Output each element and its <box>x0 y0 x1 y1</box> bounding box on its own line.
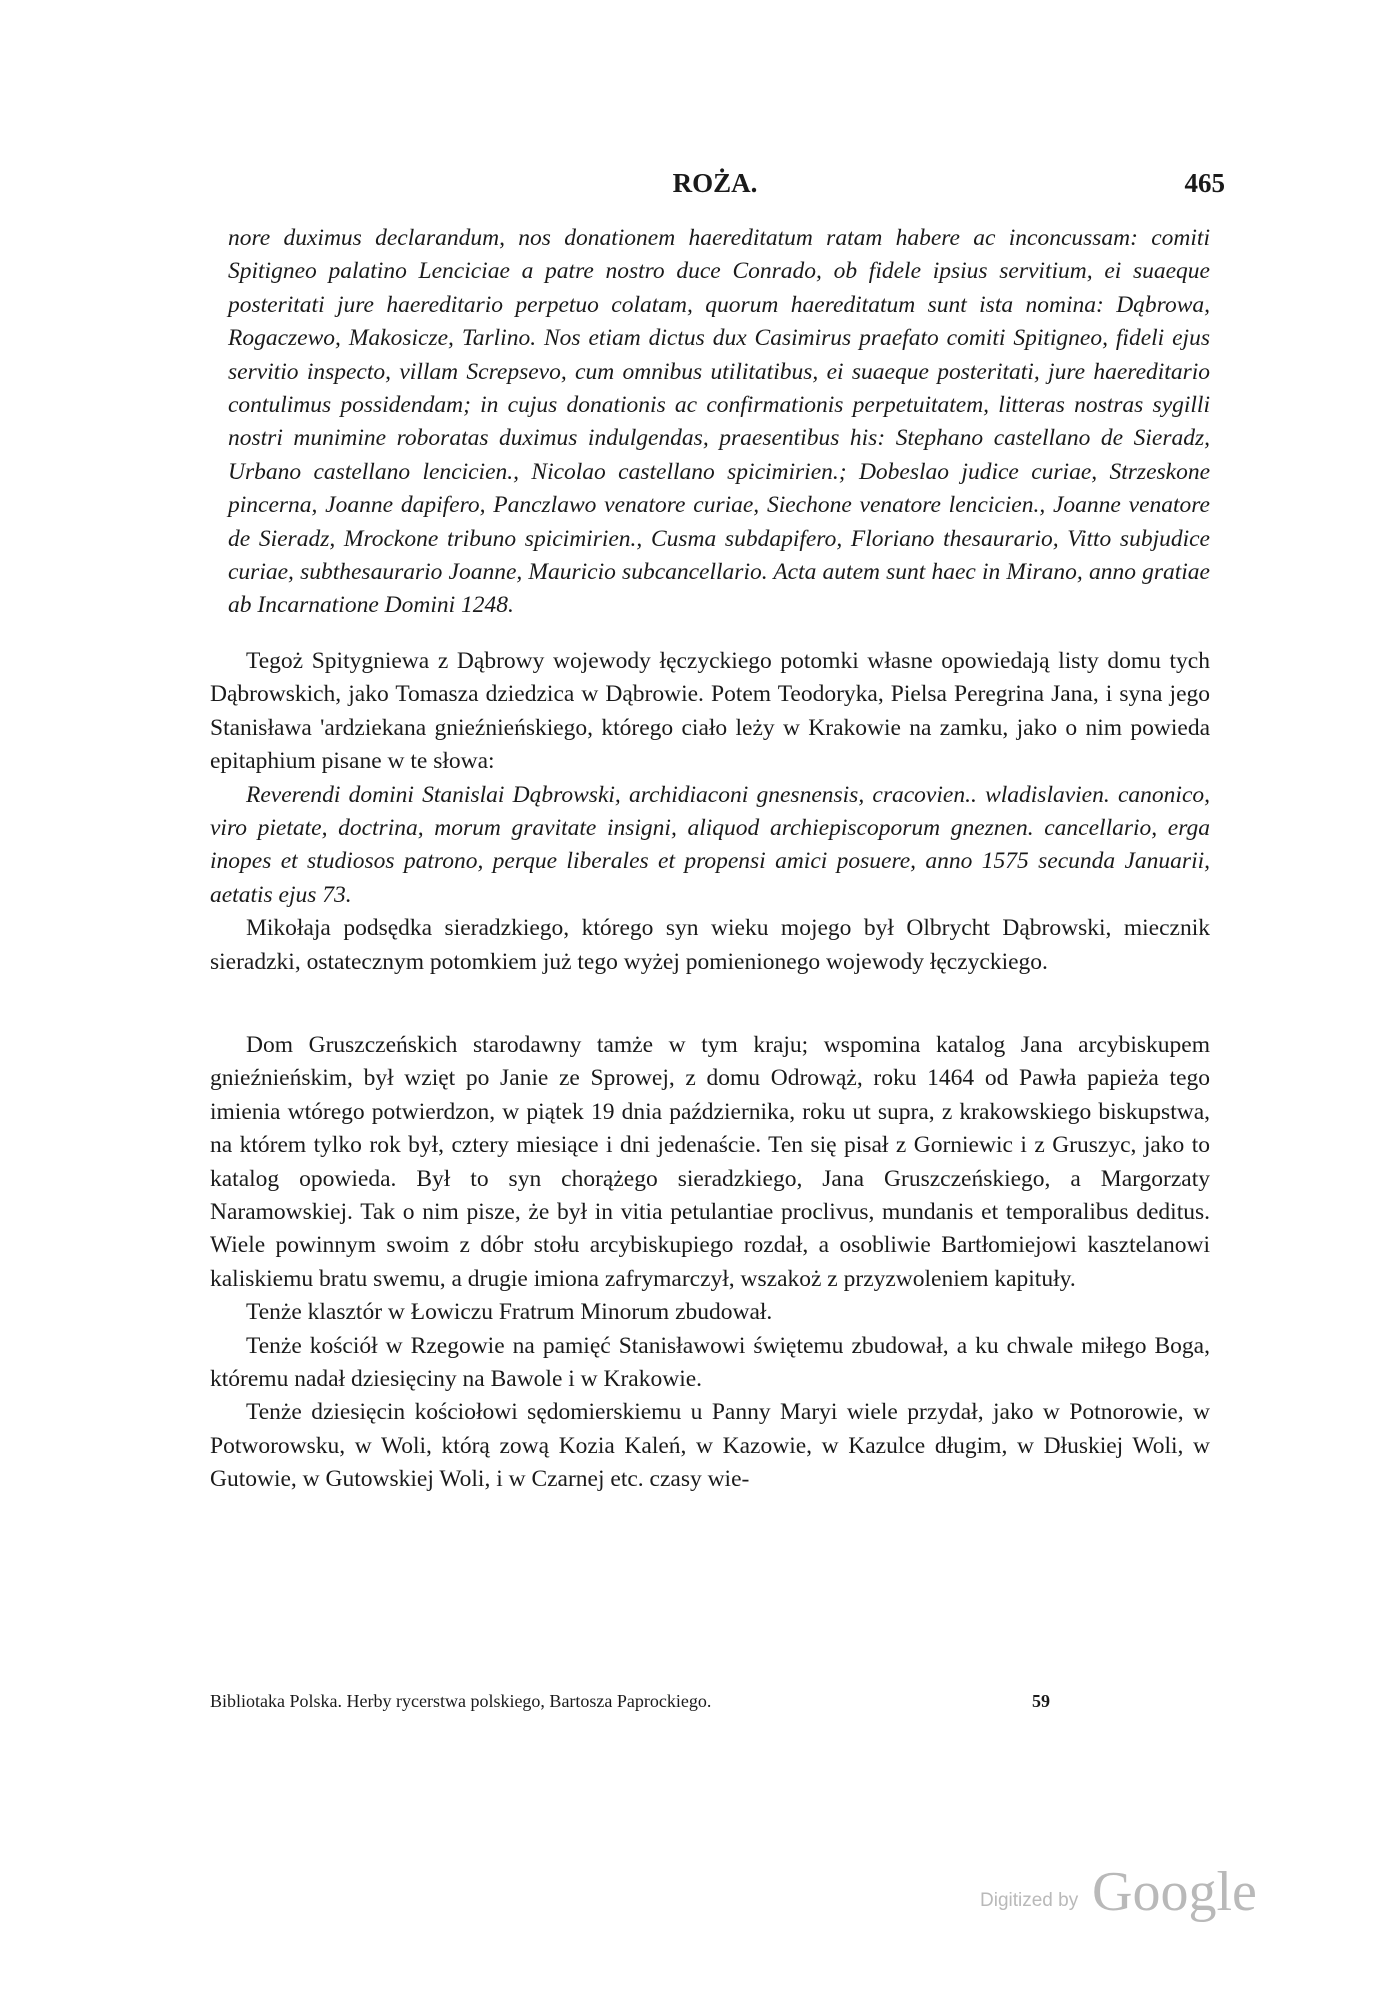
header-title: ROŻA. <box>672 168 758 198</box>
digitization-watermark <box>980 1860 1270 1930</box>
footer-text: Bibliotaka Polska. Herby rycerstwa polskiego, Bartosza Paprockiego. <box>210 1691 712 1711</box>
running-header <box>205 168 1225 208</box>
page-footer <box>210 1691 1210 1712</box>
google-logo: Google <box>1092 1861 1257 1923</box>
body-paragraph-gruszczenski: Dom Gruszczeńskich starodawny tamże w tym kraju; wspomina katalog Jana arcybiskupem gnieźnieńskim, był wzięt po Janie ze Sprowej, z domu Odrowąż, roku 1464 od Pawła papieża tego imienia wtórego potwierdzon, w piątek 19 dnia października, roku ut supra, z krakowskiego biskupstwa, na którem tylko rok był, cztery miesiące i dni jedenaście. Ten się pisał z Gorniewic i z Gruszyc, jako to katalog opowieda. Był to syn chorążego sieradzkiego, Jana Gruszczeńskiego, a Margorzaty Naramowskiej. Tak o nim pisze, że był in vitia petulantiae proclivus, mundanis et temporalibus deditus. Wiele powinnym swoim z dóbr stołu arcybiskupiego rozdał, a osobliwie Bartłomiejowi kasztelanowi kaliskiemu bratu swemu, a drugie imiona zafrymarczył, wszakoż z przyzwoleniem kapituły. <box>210 1031 1210 1292</box>
body-paragraph-rzegow: Tenże kościół w Rzegowie na pamięć Stanisławowi świętemu zbudował, a ku chwale miłego Boga, któremu nadał dziesięciny na Bawole i w Krakowie. <box>210 1332 1210 1392</box>
body-paragraph-lowicz: Tenże klasztór w Łowiczu Fratrum Minorum zbudował. <box>246 1299 773 1326</box>
page-body <box>210 222 1210 1497</box>
body-paragraph-mikolaj: Mikołaja podsędka sieradzkiego, którego syn wieku mojego był Olbrycht Dąbrowski, miecznik sieradzki, ostatecznym potomkiem już tego wyżej pomienionego wojewody łęczyckiego. <box>210 915 1210 975</box>
watermark-prefix: Digitized by <box>980 1890 1079 1911</box>
latin-charter-paragraph: nore duximus declarandum, nos donationem haereditatum ratam habere ac inconcussam: comiti Spitigneo palatino Lenciciae a patre nostro duce Conrado, ob fidele ipsius servitium, ei suaeque posteritati jure haereditario perpetuo colatam, quorum haereditatum sunt ista nomina: Dąbrowa, Rogaczewo, Makosicze, Tarlino. Nos etiam dictus dux Casimirus praefato comiti Spitigneo, fideli ejus servitio inspecto, villam Screpsevo, cum omnibus utilitatibus, ei suaeque posteritati, jure haereditario contulimus possidendam; in cujus donationis ac confirmationis perpetuitatem, litteras nostras sygilli nostri munimine roboratas duximus indulgendas, praesentibus his: Stephano castellano de Sieradz, Urbano castellano lencicien., Nicolao castellano spicimirien.; Dobeslao judice curiae, Strzeskone pincerna, Joanne dapifero, Panczlawo venatore curiae, Siechone venatore lencicien., Joanne venatore de Sieradz, Mrockone tribuno spicimirien., Cusma subdapifero, Floriano thesaurario, Vitto subjudice curiae, subthesaurario Joanne, Mauricio subcancellario. Acta autem sunt haec in Mirano, anno gratiae ab Incarnatione Domini 1248. <box>228 225 1210 619</box>
footer-sheet-number: 59 <box>1032 1691 1050 1711</box>
body-paragraph-dabrowski-lineage: Tegoż Spitygniewa z Dąbrowy wojewody łęczyckiego potomki własne opowiedają listy domu tych Dąbrowskich, jako Tomasza dziedzica w Dąbrowie. Potem Teodoryka, Pielsa Peregrina Jana, i syna jego Stanisława 'ardziekana gnieźnieńskiego, którego ciało leży w Krakowie na zamku, jako o nim powieda epitaphium pisane w te słowa: <box>210 647 1210 775</box>
epitaph-paragraph: Reverendi domini Stanislai Dąbrowski, archidiaconi gnesnensis, cracovien.. wladislavien. canonico, viro pietate, doctrina, morum gravitate insigni, aliquod archiepiscoporum gneznen. cancellario, erga inopes et studiosos patrono, perque liberales et propensi amici posuere, anno 1575 secunda Januarii, aetatis ejus 73. <box>210 781 1210 908</box>
page-number: 465 <box>1184 168 1225 198</box>
body-paragraph-tithes: Tenże dziesięcin kościołowi sędomierskiemu u Panny Maryi wiele przydał, jako w Potnorowie, w Potworowsku, w Woli, którą zową Kozia Kaleń, w Kazowie, w Kazulce długim, w Dłuskiej Woli, w Gutowie, w Gutowskiej Woli, i w Czarnej etc. czasy wie- <box>210 1399 1210 1493</box>
